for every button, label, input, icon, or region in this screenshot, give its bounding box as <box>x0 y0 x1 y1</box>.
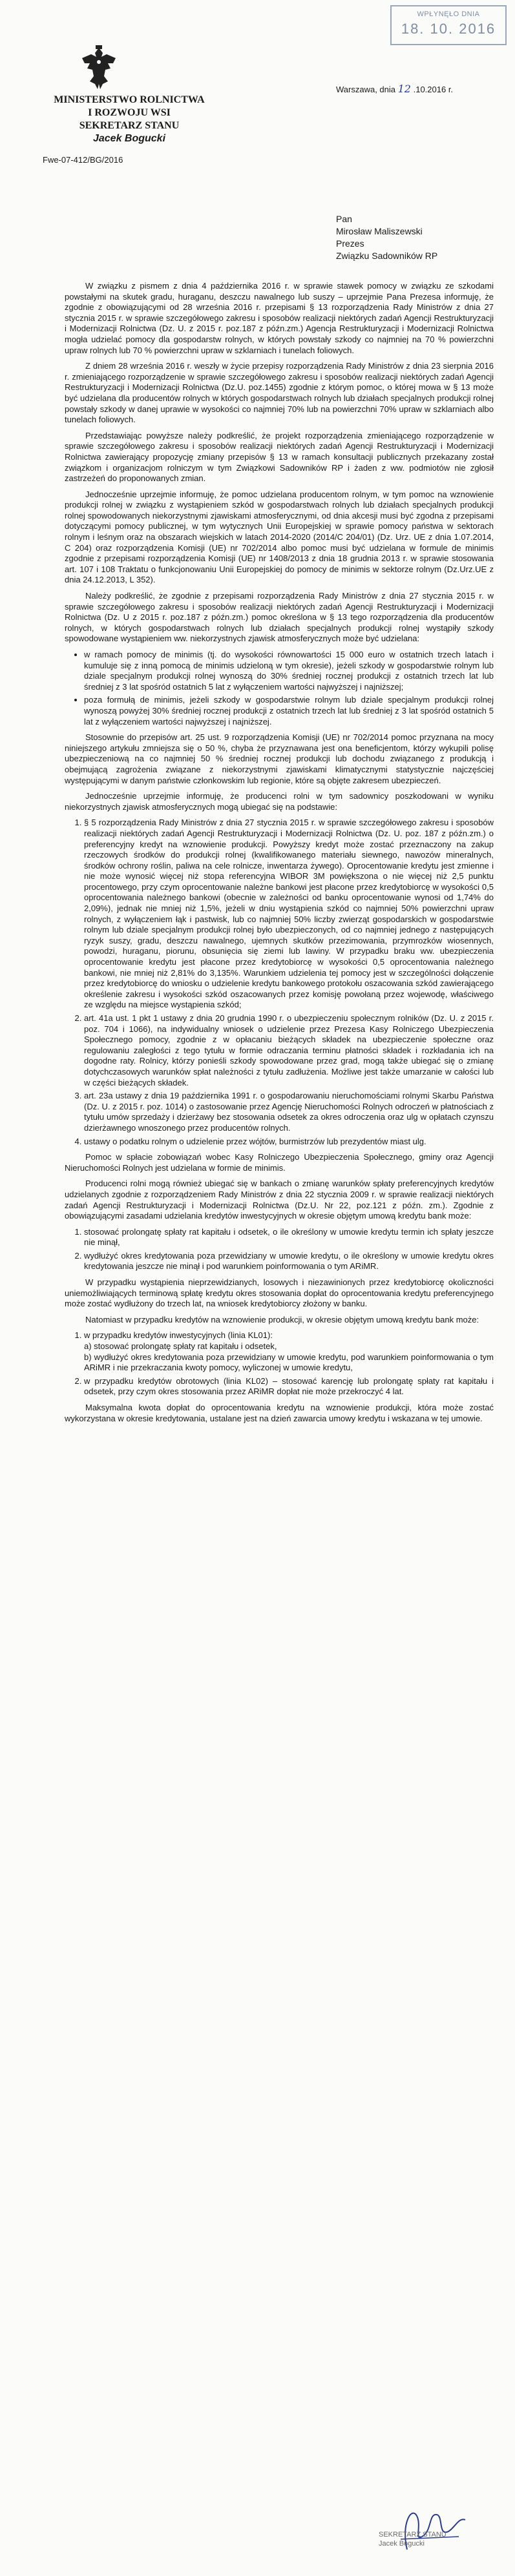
dateline-day: 12 <box>397 83 411 95</box>
addressee-organization: Związku Sadowników RP <box>336 251 438 261</box>
list-item: • w ramach pomocy de minimis (tj. do wysokości równowartości 15 000 euro w ostatnich trzech latach i kumuluje się z inną pomocą de minimis udzieloną w tym okresie), jeżeli szkody w gospodarstwie rolnym lub dziale specjalnym produkcji rolnej wynoszą do 30% średniej rocznej produkcji z ostatnich trzech lat lub średniej z 3 lat spośród ostatnich 5 lat z wyłączeniem wartości najwyższej i najniższej; <box>84 650 494 692</box>
list-item: • poza formułą de minimis, jeżeli szkody w gospodarstwie rolnym lub dziale specjalnym produkcji rolnej wynoszą powyżej 30% średniej rocznej produkcji z ostatnich trzech lat lub średniej z 3 lat spośród ostatnich 5 lat z wyłączeniem wartości najwyższej i najniższej. <box>84 695 494 727</box>
ministry-name-line2: I ROZWOJU WSI <box>88 107 171 118</box>
stamp-label: WPŁYNĘŁO DNIA <box>417 10 480 18</box>
list-item <box>84 1330 494 1373</box>
dateline-rest: .10.2016 r. <box>413 85 454 94</box>
dateline-prefix: Warszawa, dnia <box>336 85 395 94</box>
list-item: 2. art. 41a ust. 1 pkt 1 ustawy z dnia 20 grudnia 1990 r. o ubezpieczeniu społecznym rolników (Dz. U. z 2015 r. poz. 704 i 1066), na indywidualny wniosek o udzielenie przez Prezesa Kasy Rolniczego Ubezpieczenia Społecznego pomocy, zgodnie z w opłacaniu bieżących składek na ubezpieczenie społeczne oraz regulowaniu zaległości z tego tytułu w formie odraczania terminu płatności składek i rozkładania ich na dogodne raty. Rolnicy, którzy ponieśli szkody spowodowane przez grad, mogą także ubiegać się o zmianę dotychczasowych warunków spłat należności z tytułu zadłużenia. Możliwe jest także umarzanie w całości lub w części bieżących składek. <box>84 1013 494 1088</box>
paragraph: Z dniem 28 września 2016 r. weszły w życie przepisy rozporządzenia Rady Ministrów z dnia 23 sierpnia 2016 r. zmieniającego rozporządzenie w sprawie szczegółowego zakresu i sposobów realizacji niektórych zadań Agencji Restrukturyzacji i Modernizacji Rolnictwa (Dz.U. poz.1455) zgodnie z którym pomoc, o której mowa w § 13 może być udzielana dla producentów rolnych w których gospodarstwach rolnych lub działach specjalnych produkcji rolnej powstały szkody w danej uprawie w wysokości co najmniej 70% lub na powierzchni 70% upraw w szklarniach albo tunelach foliowych. <box>65 361 494 425</box>
paragraph: W związku z pismem z dnia 4 października 2016 r. w sprawie stawek pomocy w związku ze szkodami powstałymi na skutek gradu, huraganu, deszczu nawalnego lub suszy – uprzejmie Pana Prezesa informuję, że zgodnie z obowiązującymi od 28 września 2016 r. przepisami § 13 rozporządzenia Rady Ministrów z dnia 27 stycznia 2015 r. w sprawie szczegółowego zakresu i sposobów realizacji niektórych zadań Agencji Restrukturyzacji i Modernizacji Rolnictwa (Dz. U. z 2015 r. poz.187 z późn.zm.) Agencja Restrukturyzacji i Modernizacji Rolnictwa mogła udzielać pomocy dla gospodarstw rolnych, w których powstały szkody co najmniej na 70 % powierzchni upraw rolnych lub 70 % powierzchni upraw w szklarniach i tunelach foliowych. <box>65 281 494 355</box>
paragraph: Jednocześnie uprzejmie informuję, że pomoc udzielana producentom rolnym, w tym pomoc na wznowienie produkcji rolnej w związku z wystąpieniem szkód w gospodarstwach rolnych lub działach specjalnych produkcji rolnej spowodowanych niekorzystnymi zjawiskami atmosferycznymi, od dnia akcesji musi być zgodna z przepisami dotyczącymi pomocy publicznej, w tym wytycznych Unii Europejskiej w sprawie pomocy państwa w sektorach rolnym i leśnym oraz na obszarach wiejskich w latach 2014-2020 (2014/C 204/01) (Dz. Urz. UE z dnia 1.07.2014, C 204) oraz rozporządzenia Komisji (UE) nr 702/2014 albo pomoc musi być udzielana w formule de minimis zgodnie z przepisami rozporządzenia Komisji (UE) nr 1408/2013 z dnia 18 grudnia 2013 r. w sprawie stosowania art. 107 i 108 Traktatu o funkcjonowaniu Unii Europejskiej do pomocy de minimis w sektorze rolnym (Dz.Urz.UE z dnia 24.12.2013, L 352). <box>65 489 494 585</box>
stamp-date: 18. 10. 2016 <box>401 21 496 37</box>
list-item-text: 1. w przypadku kredytów inwestycyjnych (linia KL01): <box>84 1330 273 1341</box>
paragraph: Stosownie do przepisów art. 25 ust. 9 rozporządzenia Komisji (UE) nr 702/2014 pomoc przyznana na mocy niniejszego artykułu zmniejsza się o 50 %, chyba że przyznawana jest ona beneficjentom, którzy wykupili polisę ubezpieczeniową na co najmniej 50 % średniej rocznej produkcji lub dochodu związanego z produkcją i obejmującą zagrożenia związane z niekorzystnymi zjawiskami klimatycznymi statystycznie najczęściej występującymi w danym państwie członkowskim lub regionie, które są objęte zakresem ubezpieczeń. <box>65 732 494 785</box>
ministry-name-line1: MINISTERSTWO ROLNICTWA <box>54 94 205 105</box>
signature-position: SEKRETARZ STANU <box>379 2531 447 2539</box>
list-item: 1. stosować prolongatę spłaty rat kapitału i odsetek, o ile określony w umowie kredytu termin ich spłaty jeszcze nie minął, <box>84 1227 494 1248</box>
dateline <box>336 83 453 95</box>
list-item: 2. wydłużyć okres kredytowania poza przewidziany w umowie kredytu, o ile określony w umowie kredytu okres kredytowania jeszcze nie minął i pod warunkiem poinformowania o tym ARiMR. <box>84 1251 494 1272</box>
list-item: 1. § 5 rozporządzenia Rady Ministrów z dnia 27 stycznia 2015 r. w sprawie szczegółowego zakresu i sposobów realizacji niektórych zadań Agencji Restrukturyzacji i Modernizacji Rolnictwa (Dz. U. poz. 187 z późn.zm.) o preferencyjny kredyt na wznowienie produkcji. Powyższy kredyt może zostać przeznaczony na zakup rzeczowych środków do produkcji rolnej (kwalifikowanego materiału siewnego, nawozów mineralnych, środków ochrony roślin, paliwa na cele rolnicze, inwentarza żywego). Oprocentowanie kredytu jest zmienne i nie może wynosić więcej niż stopa referencyjna WIBOR 3M powiększona o nie więcej niż 2,5 punktu procentowego, przy czym oprocentowanie należne bankowi jest płacone przez kredytobiorcę w wysokości 0,5 oprocentowania należnego bankowi (obecnie w zależności od banku oprocentowanie wynosi od 1,74% do 2,09%), jednak nie mniej niż 1,5%, jeżeli w dniu wystąpienia szkód co najmniej 50% powierzchni upraw rolnych, z wyłączeniem łąk i pastwisk, lub co najmniej 50% liczby zwierząt gospodarskich w gospodarstwie rolnym lub dziale specjalnym produkcji rolnej było ubezpieczonych, od co najmniej jednego z następujących ryzyk suszy, gradu, deszczu nawalnego, ujemnych skutków przezimowania, przymrozków wiosennych, powodzi, huraganu, piorunu, obsunięcia się ziemi lub lawiny. W przypadku braku ww. ubezpieczenia oprocentowanie kredytu jest płacone przez kredytobiorcę w wysokości 0,5 oprocentowania należnego bankowi, nie mniej niż 2,81% do 3,135%. Warunkiem udzielenia tej pomocy jest w szczególności dołączenie przez kredytobiorcę do wniosku o udzielenie kredytu bankowego protokołu oszacowania szkód zawierającego określenie zakresu i wysokości szkód oszacowanych przez komisję powołaną przez wojewodę, właściwego ze względu na miejsce wystąpienia szkód; <box>84 818 494 1011</box>
paragraph: Producenci rolni mogą również ubiegać się w bankach o zmianę warunków spłaty preferencyjnych kredytów udzielanych zgodnie z rozporządzeniem Rady Ministrów z dnia 22 stycznia 2009 r. w sprawie realizacji niektórych zadań Agencji Restrukturyzacji i Modernizacji Rolnictwa (Dz.U. Nr 22, poz.121 z późn. zm.). Zgodnie z obowiązującymi zasadami udzielania kredytów inwestycyjnych w okresie objętym umową kredytu bank może: <box>65 1179 494 1221</box>
signature-block <box>362 2498 478 2560</box>
received-stamp <box>390 5 507 45</box>
list-item: 4. ustawy o podatku rolnym o udzielenie przez wójtów, burmistrzów lub prezydentów miast ulg. <box>84 1137 494 1148</box>
sub-item: a) stosować prolongatę spłaty rat kapitału i odsetek, <box>84 1341 277 1352</box>
paragraph: W przypadku wystąpienia nieprzewidzianych, losowych i niezawinionych przez kredytobiorcę okoliczności uniemożliwiających terminową spłatę kredytu okres stosowania dopłat do oprocentowania kredytu preferencyjnego może zostać wydłużony do trzech lat, na wniosek kredytobiorcy złożony w banku. <box>65 1277 494 1309</box>
addressee-block <box>336 213 437 262</box>
list-item: 3. art. 23a ustawy z dnia 19 października 1991 r. o gospodarowaniu nieruchomościami rolnymi Skarbu Państwa (Dz. U. z 2015 r. poz. 1014) o zastosowanie przez Agencję Nieruchomości Rolnych odroczeń w płatnościach z tytułu umów sprzedaży i dzierżawy bez stosowania odsetek za okres odroczenia oraz ulg w opłatach czynszu dzierżawnego wnoszonego przez producentów rolnych. <box>84 1091 494 1133</box>
polish-eagle-emblem-icon <box>78 44 120 92</box>
handwritten-signature-icon <box>362 2498 478 2560</box>
signature-name: Jacek Bogucki <box>379 2540 425 2548</box>
bank-options-list <box>65 1227 494 1272</box>
paragraph: Należy podkreślić, że zgodnie z przepisami rozporządzenia Rady Ministrów z dnia 27 stycznia 2015 r. w sprawie szczegółowego zakresu i sposobów realizacji niektórych zadań Agencji Restrukturyzacji i Modernizacji Rolnictwa (Dz. U z 2015 r. poz.187 z późn.zm.) pomoc określona w § 13 tego rozporządzenia dla producentów rolnych, w których gospodarstwach rolnych lub działach specjalnych produkcji rolnej wystąpiły szkody spowodowane wystąpieniem ww. niekorzystnych zjawisk atmosferycznych może być udzielana: <box>65 591 494 644</box>
list-item: 2. w przypadku kredytów obrotowych (linia KL02) – stosować karencję lub prolongatę spłaty rat kapitału i odsetek, przy czym okres stosowania przez ARiMR dopłat nie może przekroczyć 4 lat. <box>84 1376 494 1397</box>
legal-basis-list <box>65 818 494 1147</box>
addressee-title: Prezes <box>336 238 364 249</box>
paragraph: Maksymalna kwota dopłat do oprocentowania kredytu na wznowienie produkcji, która może zostać wykorzystana w okresie kredytowania, ustalane jest na dzień zawarcia umowy kredytu i wskazana w tej umowie. <box>65 1403 494 1423</box>
addressee-name: Mirosław Maliszewski <box>336 226 423 236</box>
ministry-header <box>39 94 220 145</box>
ministry-position: SEKRETARZ STANU <box>79 120 180 131</box>
official-name: Jacek Bogucki <box>92 133 166 144</box>
loan-types-list <box>65 1330 494 1397</box>
sub-item: b) wydłużyć okres kredytowania poza przewidziany w umowie kredytu, pod warunkiem poinformowania o tym ARiMR i nie przekraczania kwoty pomocy, wyliczonej w umowie kredytu, <box>84 1352 494 1373</box>
addressee-salutation: Pan <box>336 214 352 224</box>
signature-caption <box>379 2530 447 2548</box>
paragraph: Pomoc w spłacie zobowiązań wobec Kasy Rolniczego Ubezpieczenia Społecznego, gminy oraz Agencji Nieruchomości Rolnych jest udzielana w formie de minimis. <box>65 1152 494 1173</box>
paragraph: Przedstawiając powyższe należy podkreślić, że projekt rozporządzenia zmieniającego rozporządzenie w sprawie szczegółowego zakresu i sposobów realizacji niektórych zadań Agencji Restrukturyzacji i Modernizacji Rolnictwa zawierający propozycję zmiany przepisów § 13 w ramach konsultacji publicznych przekazany został związkom i organizacjom rolniczym w tym Związkowi Sadowników RP i żaden z ww. podmiotów nie zgłosił zastrzeżeń do proponowanych zmian. <box>65 430 494 484</box>
letter-body <box>65 281 494 1429</box>
paragraph: Natomiast w przypadku kredytów na wznowienie produkcji, w okresie objętym umową kredytu bank może: <box>85 1314 479 1324</box>
paragraph: Jednocześnie uprzejmie informuję, że producenci rolni w tym sadownicy poszkodowani w wyniku niekorzystnych zjawisk atmosferycznych mogą ubiegać się na podstawie: <box>65 791 494 812</box>
reference-number: Fwe-07-412/BG/2016 <box>43 155 123 165</box>
support-forms-list <box>65 650 494 727</box>
